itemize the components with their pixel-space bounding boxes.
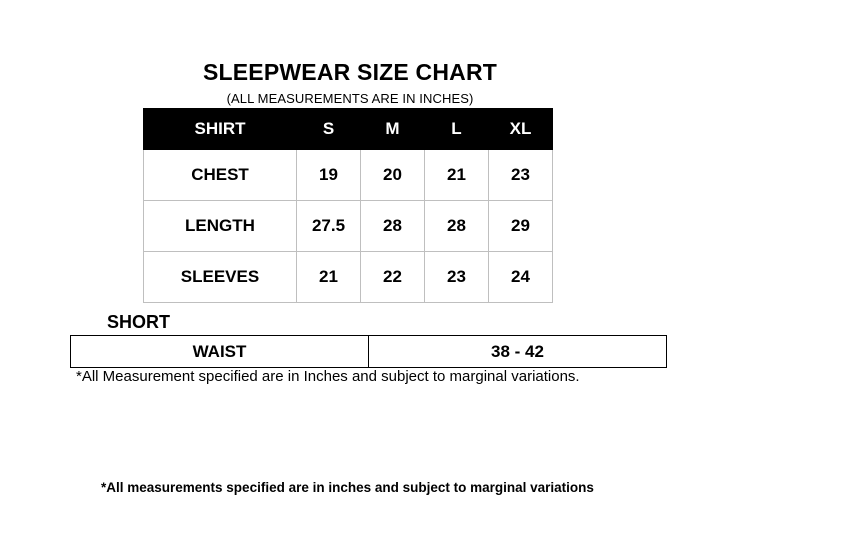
shirt-size-table (143, 108, 553, 303)
row-label-chest: CHEST (144, 150, 297, 201)
table-header-row (144, 109, 553, 150)
cell-length-xl: 29 (489, 201, 553, 252)
cell-chest-xl: 23 (489, 150, 553, 201)
table-row (144, 252, 553, 303)
measurement-note-footer: *All measurements specified are in inches and subject to marginal variations (101, 480, 594, 495)
table-row (144, 201, 553, 252)
page-subtitle: (ALL MEASUREMENTS ARE IN INCHES) (226, 91, 474, 107)
column-header-l: L (425, 109, 489, 150)
column-header-m: M (361, 109, 425, 150)
row-label-length: LENGTH (144, 201, 297, 252)
cell-length-s: 27.5 (297, 201, 361, 252)
column-header-s: S (297, 109, 361, 150)
column-header-shirt: SHIRT (144, 109, 297, 150)
cell-length-l: 28 (425, 201, 489, 252)
cell-waist-value: 38 - 42 (369, 336, 667, 368)
page-title: SLEEPWEAR SIZE CHART (202, 59, 498, 85)
cell-chest-m: 20 (361, 150, 425, 201)
table-header (144, 109, 553, 150)
cell-sleeves-m: 22 (361, 252, 425, 303)
cell-length-m: 28 (361, 201, 425, 252)
table-row (144, 150, 553, 201)
title-block (0, 60, 700, 106)
column-header-xl: XL (489, 109, 553, 150)
short-waist-table (70, 335, 667, 368)
table-body (144, 150, 553, 303)
row-label-waist: WAIST (71, 336, 369, 368)
waist-table-body (71, 336, 667, 368)
cell-chest-s: 19 (297, 150, 361, 201)
measurement-note-primary: *All Measurement specified are in Inches and subject to marginal variations. (76, 368, 580, 385)
row-label-sleeves: SLEEVES (144, 252, 297, 303)
table-row (71, 336, 667, 368)
cell-sleeves-s: 21 (297, 252, 361, 303)
cell-chest-l: 21 (425, 150, 489, 201)
cell-sleeves-xl: 24 (489, 252, 553, 303)
cell-sleeves-l: 23 (425, 252, 489, 303)
short-section-heading: SHORT (107, 312, 170, 332)
